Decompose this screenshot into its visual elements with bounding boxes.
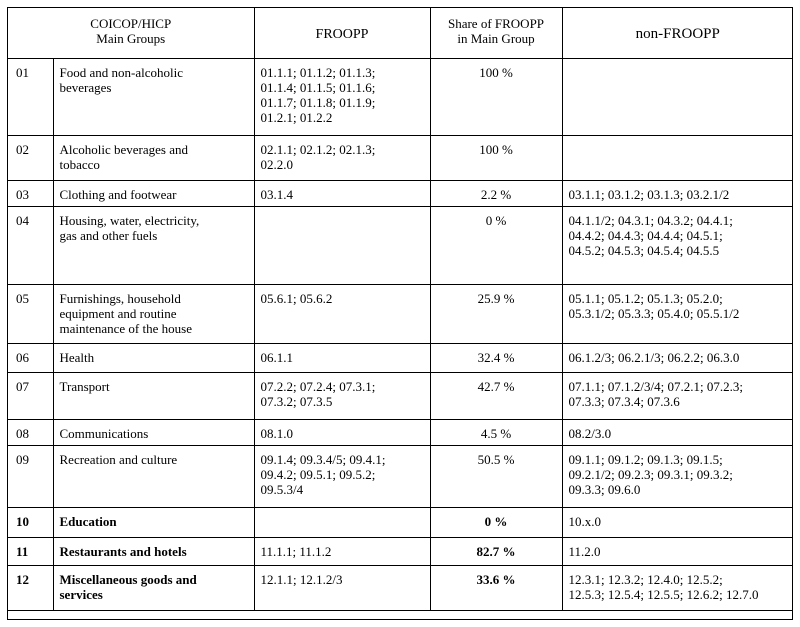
non-froopp-codes: 08.2/3.0 <box>562 419 793 445</box>
group-name: Clothing and footwear <box>53 180 254 206</box>
coicop-froopp-table <box>8 8 793 611</box>
froopp-codes: 03.1.4 <box>254 180 430 206</box>
row-number: 07 <box>8 372 53 419</box>
table-row <box>8 343 793 372</box>
share-value: 0 % <box>430 507 562 537</box>
share-value: 0 % <box>430 206 562 284</box>
share-value: 2.2 % <box>430 180 562 206</box>
froopp-codes: 09.1.4; 09.3.4/5; 09.4.1; 09.4.2; 09.5.1; 09.5.2; 09.5.3/4 <box>254 445 430 507</box>
group-name: Furnishings, household equipment and routine maintenance of the house <box>53 284 254 343</box>
table-row <box>8 180 793 206</box>
row-number: 11 <box>8 537 53 565</box>
non-froopp-codes: 06.1.2/3; 06.2.1/3; 06.2.2; 06.3.0 <box>562 343 793 372</box>
froopp-codes: 02.1.1; 02.1.2; 02.1.3; 02.2.0 <box>254 135 430 180</box>
froopp-codes: 08.1.0 <box>254 419 430 445</box>
share-value: 33.6 % <box>430 565 562 610</box>
table-row <box>8 206 793 284</box>
share-value: 32.4 % <box>430 343 562 372</box>
header-share: Share of FROOPP in Main Group <box>430 8 562 58</box>
non-froopp-codes: 04.1.1/2; 04.3.1; 04.3.2; 04.4.1; 04.4.2; 04.4.3; 04.4.4; 04.5.1; 04.5.2; 04.5.3; 04.5.4; 04.5.5 <box>562 206 793 284</box>
header-non-froopp: non-FROOPP <box>562 8 793 58</box>
group-name: Communications <box>53 419 254 445</box>
table-row <box>8 565 793 610</box>
row-number: 10 <box>8 507 53 537</box>
non-froopp-codes <box>562 135 793 180</box>
group-name: Restaurants and hotels <box>53 537 254 565</box>
non-froopp-codes: 03.1.1; 03.1.2; 03.1.3; 03.2.1/2 <box>562 180 793 206</box>
group-name: Miscellaneous goods and services <box>53 565 254 610</box>
non-froopp-codes <box>562 58 793 135</box>
group-name: Education <box>53 507 254 537</box>
non-froopp-codes: 07.1.1; 07.1.2/3/4; 07.2.1; 07.2.3; 07.3.3; 07.3.4; 07.3.6 <box>562 372 793 419</box>
froopp-codes: 05.6.1; 05.6.2 <box>254 284 430 343</box>
table-row <box>8 284 793 343</box>
share-value: 42.7 % <box>430 372 562 419</box>
froopp-codes: 12.1.1; 12.1.2/3 <box>254 565 430 610</box>
table-row <box>8 419 793 445</box>
share-value: 25.9 % <box>430 284 562 343</box>
header-main-groups: COICOP/HICP Main Groups <box>8 8 254 58</box>
row-number: 05 <box>8 284 53 343</box>
header-row <box>8 8 793 58</box>
group-name: Health <box>53 343 254 372</box>
froopp-codes <box>254 507 430 537</box>
non-froopp-codes: 05.1.1; 05.1.2; 05.1.3; 05.2.0; 05.3.1/2; 05.3.3; 05.4.0; 05.5.1/2 <box>562 284 793 343</box>
share-value: 100 % <box>430 135 562 180</box>
row-number: 09 <box>8 445 53 507</box>
froopp-codes: 01.1.1; 01.1.2; 01.1.3; 01.1.4; 01.1.5; 01.1.6; 01.1.7; 01.1.8; 01.1.9; 01.2.1; 01.2.2 <box>254 58 430 135</box>
non-froopp-codes: 12.3.1; 12.3.2; 12.4.0; 12.5.2; 12.5.3; 12.5.4; 12.5.5; 12.6.2; 12.7.0 <box>562 565 793 610</box>
share-value: 4.5 % <box>430 419 562 445</box>
froopp-codes: 06.1.1 <box>254 343 430 372</box>
non-froopp-codes: 11.2.0 <box>562 537 793 565</box>
group-name: Food and non-alcoholic beverages <box>53 58 254 135</box>
share-value: 100 % <box>430 58 562 135</box>
share-value: 50.5 % <box>430 445 562 507</box>
froopp-codes: 11.1.1; 11.1.2 <box>254 537 430 565</box>
row-number: 08 <box>8 419 53 445</box>
share-value: 82.7 % <box>430 537 562 565</box>
non-froopp-codes: 09.1.1; 09.1.2; 09.1.3; 09.1.5; 09.2.1/2; 09.2.3; 09.3.1; 09.3.2; 09.3.3; 09.6.0 <box>562 445 793 507</box>
document-page <box>7 7 793 620</box>
froopp-codes <box>254 206 430 284</box>
row-number: 06 <box>8 343 53 372</box>
non-froopp-codes: 10.x.0 <box>562 507 793 537</box>
table-row <box>8 372 793 419</box>
table-row <box>8 507 793 537</box>
header-froopp: FROOPP <box>254 8 430 58</box>
table-row <box>8 58 793 135</box>
table-row <box>8 537 793 565</box>
row-number: 03 <box>8 180 53 206</box>
group-name: Transport <box>53 372 254 419</box>
row-number: 04 <box>8 206 53 284</box>
row-number: 12 <box>8 565 53 610</box>
table-row <box>8 135 793 180</box>
group-name: Housing, water, electricity, gas and other fuels <box>53 206 254 284</box>
froopp-codes: 07.2.2; 07.2.4; 07.3.1; 07.3.2; 07.3.5 <box>254 372 430 419</box>
row-number: 02 <box>8 135 53 180</box>
group-name: Recreation and culture <box>53 445 254 507</box>
table-row <box>8 445 793 507</box>
row-number: 01 <box>8 58 53 135</box>
group-name: Alcoholic beverages and tobacco <box>53 135 254 180</box>
